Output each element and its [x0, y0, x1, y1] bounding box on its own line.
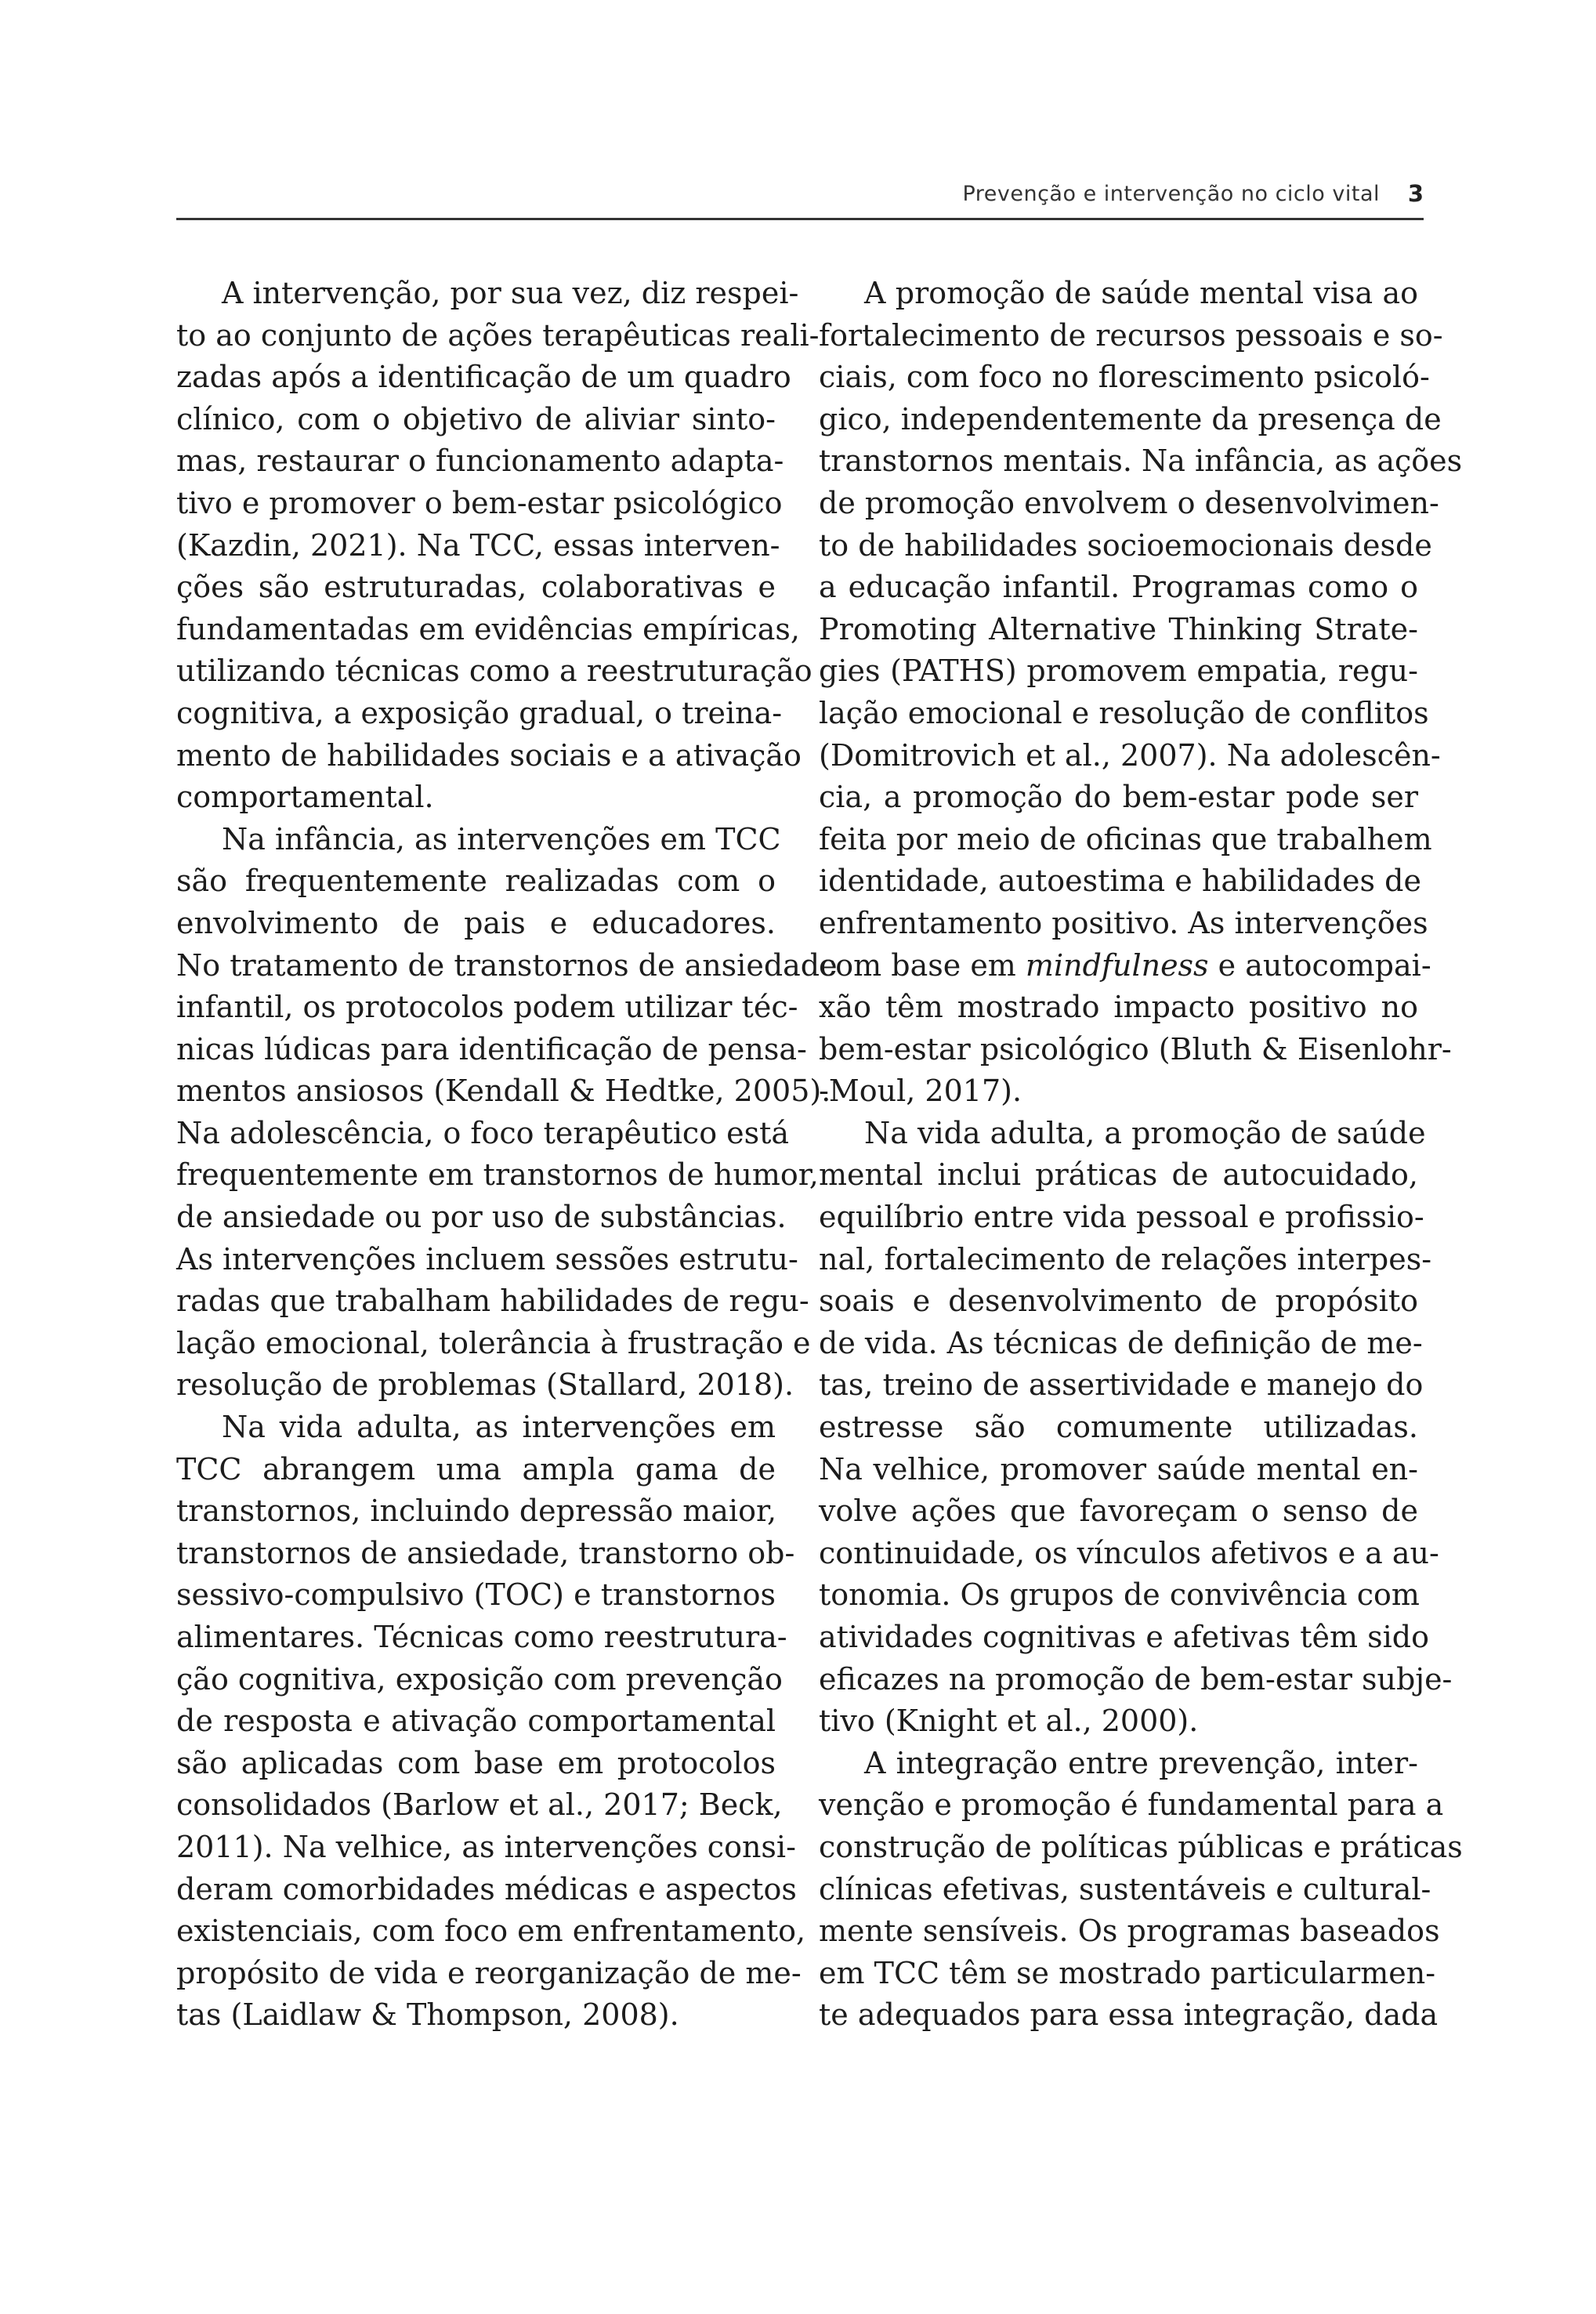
- text-line: mentos ansiosos (Kendall & Hedtke, 2005).: [176, 1074, 831, 1109]
- text-line: zadas após a identificação de um quadro: [176, 360, 791, 395]
- text-line: são aplicadas com base em protocolos: [176, 1745, 776, 1780]
- text-line: tas (Laidlaw & Thompson, 2008).: [176, 1997, 679, 2033]
- text-line: tonomia. Os grupos de convivência com: [819, 1577, 1420, 1613]
- text-line: sessivo-compulsivo (TOC) e transtornos: [176, 1577, 776, 1613]
- text-line: cognitiva, a exposição gradual, o treina-: [176, 695, 783, 730]
- text-line: nal, fortalecimento de relações interpes-: [819, 1241, 1432, 1277]
- text-line: to de habilidades socioemocionais desde: [819, 527, 1432, 563]
- text-line: ção cognitiva, exposição com prevenção: [176, 1661, 783, 1697]
- text-line: Na infância, as intervenções em TCC: [222, 821, 781, 856]
- text-line: -Moul, 2017).: [819, 1074, 1022, 1109]
- text-line: fortalecimento de recursos pessoais e so-: [819, 317, 1443, 353]
- text-line: resolução de problemas (Stallard, 2018).: [176, 1367, 794, 1403]
- text-line: 2011). Na velhice, as intervenções consi-: [176, 1829, 796, 1864]
- text-line: TCC abrangem uma ampla gama de: [176, 1451, 776, 1487]
- text-line: utilizando técnicas como a reestruturação: [176, 654, 812, 689]
- text-line: em TCC têm se mostrado particularmen-: [819, 1955, 1436, 1990]
- text-line: equilíbrio entre vida pessoal e profissio-: [819, 1200, 1424, 1235]
- text-line: alimentares. Técnicas como reestrutura-: [176, 1620, 787, 1654]
- text-line: clínico, com o objetivo de aliviar sinto-: [176, 401, 776, 436]
- text-line: de resposta e ativação comportamental: [176, 1704, 776, 1739]
- text-line: No tratamento de transtornos de ansiedade: [176, 947, 838, 983]
- text-line: gies (PATHS) promovem empatia, regu-: [819, 654, 1418, 689]
- text-segment: e autocompai-: [1208, 947, 1431, 983]
- text-line: volve ações que favoreçam o senso de: [819, 1494, 1418, 1529]
- text-line: nicas lúdicas para identificação de pensa-: [176, 1031, 807, 1066]
- text-line: clínicas efetivas, sustentáveis e cultural-: [819, 1871, 1431, 1907]
- text-line: ciais, com foco no florescimento psicoló-: [819, 360, 1430, 395]
- text-line: lação emocional, tolerância à frustração e: [176, 1325, 811, 1360]
- text-line: fundamentadas em evidências empíricas,: [176, 611, 800, 646]
- text-line: mental inclui práticas de autocuidado,: [819, 1157, 1418, 1193]
- text-line: mas, restaurar o funcionamento adapta-: [176, 444, 784, 479]
- text-line: construção de políticas públicas e práticas: [819, 1829, 1463, 1864]
- text-line: infantil, os protocolos podem utilizar téc-: [176, 990, 798, 1025]
- text-segment: com base em: [819, 947, 1026, 983]
- text-line: gico, independentemente da presença de: [819, 401, 1442, 436]
- text-line: (Domitrovich et al., 2007). Na adolescên-: [819, 737, 1441, 773]
- text-line: mento de habilidades sociais e a ativação: [176, 737, 802, 773]
- text-line: to ao conjunto de ações terapêuticas reali-: [176, 317, 820, 353]
- text-line: te adequados para essa integração, dada: [819, 1997, 1439, 2033]
- text-line: Na adolescência, o foco terapêutico está: [176, 1115, 790, 1150]
- text-line: a educação infantil. Programas como o: [819, 570, 1418, 605]
- text-line: atividades cognitivas e afetivas têm sido: [819, 1620, 1429, 1654]
- text-line-mixed: [819, 945, 1431, 987]
- text-line: feita por meio de oficinas que trabalhem: [819, 821, 1432, 856]
- text-line: ções são estruturadas, colaborativas e: [176, 570, 776, 605]
- text-line: frequentemente em transtornos de humor,: [176, 1157, 819, 1193]
- text-line: transtornos, incluindo depressão maior,: [176, 1494, 777, 1529]
- text-line: enfrentamento positivo. As intervenções: [819, 905, 1428, 940]
- right-column: [819, 273, 1463, 2037]
- text-line: A promoção de saúde mental visa ao: [864, 276, 1418, 310]
- page-number: 3: [1407, 180, 1424, 207]
- text-line: deram comorbidades médicas e aspectos: [176, 1871, 797, 1907]
- text-line: tivo e promover o bem-estar psicológico: [176, 485, 783, 520]
- text-line: estresse são comumente utilizadas.: [819, 1410, 1418, 1445]
- text-line: xão têm mostrado impacto positivo no: [819, 990, 1418, 1025]
- running-title: Prevenção e intervenção no ciclo vital: [962, 182, 1380, 206]
- text-line: de ansiedade ou por uso de substâncias.: [176, 1200, 787, 1235]
- text-line: tivo (Knight et al., 2000).: [819, 1704, 1199, 1739]
- text-line: consolidados (Barlow et al., 2017; Beck,: [176, 1787, 783, 1823]
- running-head: [176, 182, 1424, 220]
- text-line: Na vida adulta, a promoção de saúde: [864, 1115, 1426, 1150]
- text-line: Na vida adulta, as intervenções em: [222, 1410, 776, 1445]
- text-line: soais e desenvolvimento de propósito: [819, 1284, 1418, 1319]
- text-line: venção e promoção é fundamental para a: [819, 1787, 1444, 1823]
- text-line: continuidade, os vínculos afetivos e a au-: [819, 1535, 1439, 1570]
- text-line: tas, treino de assertividade e manejo do: [819, 1367, 1424, 1403]
- text-line: são frequentemente realizadas com o: [176, 864, 776, 899]
- text-line: transtornos de ansiedade, transtorno ob-: [176, 1535, 795, 1570]
- text-line: bem-estar psicológico (Bluth & Eisenlohr-: [819, 1031, 1452, 1066]
- text-line: radas que trabalham habilidades de regu-: [176, 1284, 809, 1319]
- text-line: Na velhice, promover saúde mental en-: [819, 1451, 1418, 1487]
- text-line: eficazes na promoção de bem-estar subje-: [819, 1661, 1453, 1697]
- text-line: identidade, autoestima e habilidades de: [819, 864, 1421, 899]
- text-line: lação emocional e resolução de conflitos: [819, 695, 1429, 730]
- text-line: As intervenções incluem sessões estrutu-: [176, 1241, 798, 1277]
- text-line: A integração entre prevenção, inter-: [864, 1745, 1418, 1780]
- left-column: [176, 273, 838, 2037]
- text-line: envolvimento de pais e educadores.: [176, 905, 776, 940]
- text-line: Promoting Alternative Thinking Strate-: [819, 611, 1418, 646]
- text-line: existenciais, com foco em enfrentamento,: [176, 1914, 806, 1949]
- text-line: A intervenção, por sua vez, diz respei-: [222, 276, 799, 310]
- text-line: cia, a promoção do bem-estar pode ser: [819, 780, 1418, 815]
- text-line: de vida. As técnicas de definição de me-: [819, 1325, 1423, 1360]
- text-line: de promoção envolvem o desenvolvimen-: [819, 485, 1439, 520]
- text-line: (Kazdin, 2021). Na TCC, essas interven-: [176, 527, 780, 563]
- text-line: propósito de vida e reorganização de me-: [176, 1955, 802, 1990]
- text-line: comportamental.: [176, 780, 434, 815]
- text-line: transtornos mentais. Na infância, as ações: [819, 444, 1463, 479]
- text-line: mente sensíveis. Os programas baseados: [819, 1914, 1440, 1949]
- italic-term: mindfulness: [1025, 947, 1209, 983]
